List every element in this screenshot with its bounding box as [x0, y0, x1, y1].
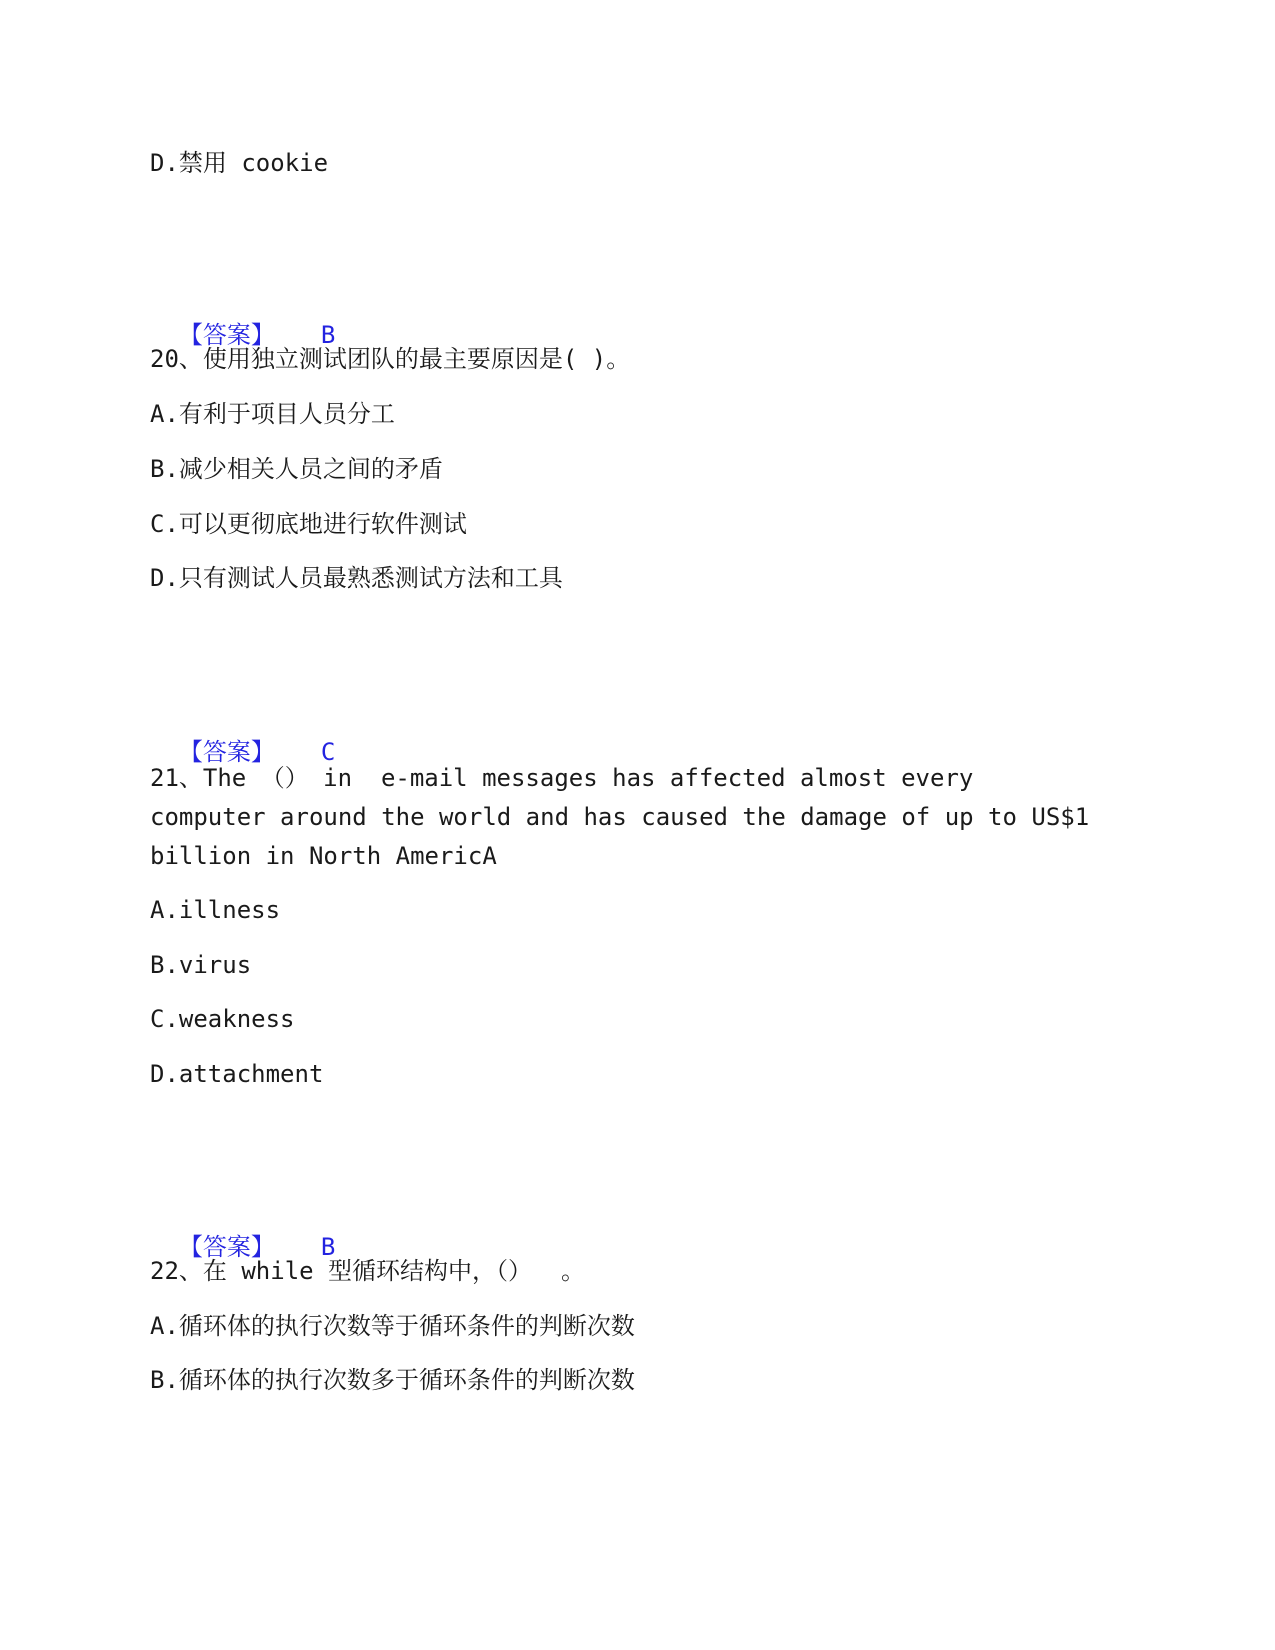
- q21-option-c: C.weakness: [150, 1005, 295, 1033]
- q21-stem-line-1: 21、The （） in e-mail messages has affected almost every: [150, 764, 974, 792]
- q20-option-b: B.减少相关人员之间的矛盾: [150, 455, 443, 483]
- q20-stem: 20、使用独立测试团队的最主要原因是( )。: [150, 345, 631, 373]
- q21-option-d: D.attachment: [150, 1060, 324, 1088]
- answer-label: 【答案】: [178, 1233, 275, 1261]
- q22-option-a: A.循环体的执行次数等于循环条件的判断次数: [150, 1312, 635, 1340]
- q19-answer: [150, 290, 335, 350]
- q21-option-a: A.illness: [150, 896, 281, 924]
- q21-option-b: B.virus: [150, 951, 252, 979]
- answer-value: B: [320, 1233, 336, 1261]
- answer-value: C: [320, 738, 336, 766]
- q20-answer: [150, 707, 335, 767]
- q19-option-d: D.禁用 cookie: [150, 149, 329, 177]
- answer-label: 【答案】: [178, 321, 275, 349]
- q20-option-c: C.可以更彻底地进行软件测试: [150, 510, 467, 538]
- q20-option-a: A.有利于项目人员分工: [150, 400, 395, 428]
- q22-option-b: B.循环体的执行次数多于循环条件的判断次数: [150, 1366, 635, 1394]
- q21-answer: [150, 1202, 335, 1262]
- answer-label: 【答案】: [178, 738, 275, 766]
- answer-value: B: [320, 321, 336, 349]
- q21-stem-line-2: computer around the world and has caused the damage of up to US$1: [150, 803, 1090, 831]
- q20-option-d: D.只有测试人员最熟悉测试方法和工具: [150, 564, 563, 592]
- q21-stem-line-3: billion in North AmericA: [150, 842, 497, 870]
- q22-stem: 22、在 while 型循环结构中，（） 。: [150, 1257, 585, 1285]
